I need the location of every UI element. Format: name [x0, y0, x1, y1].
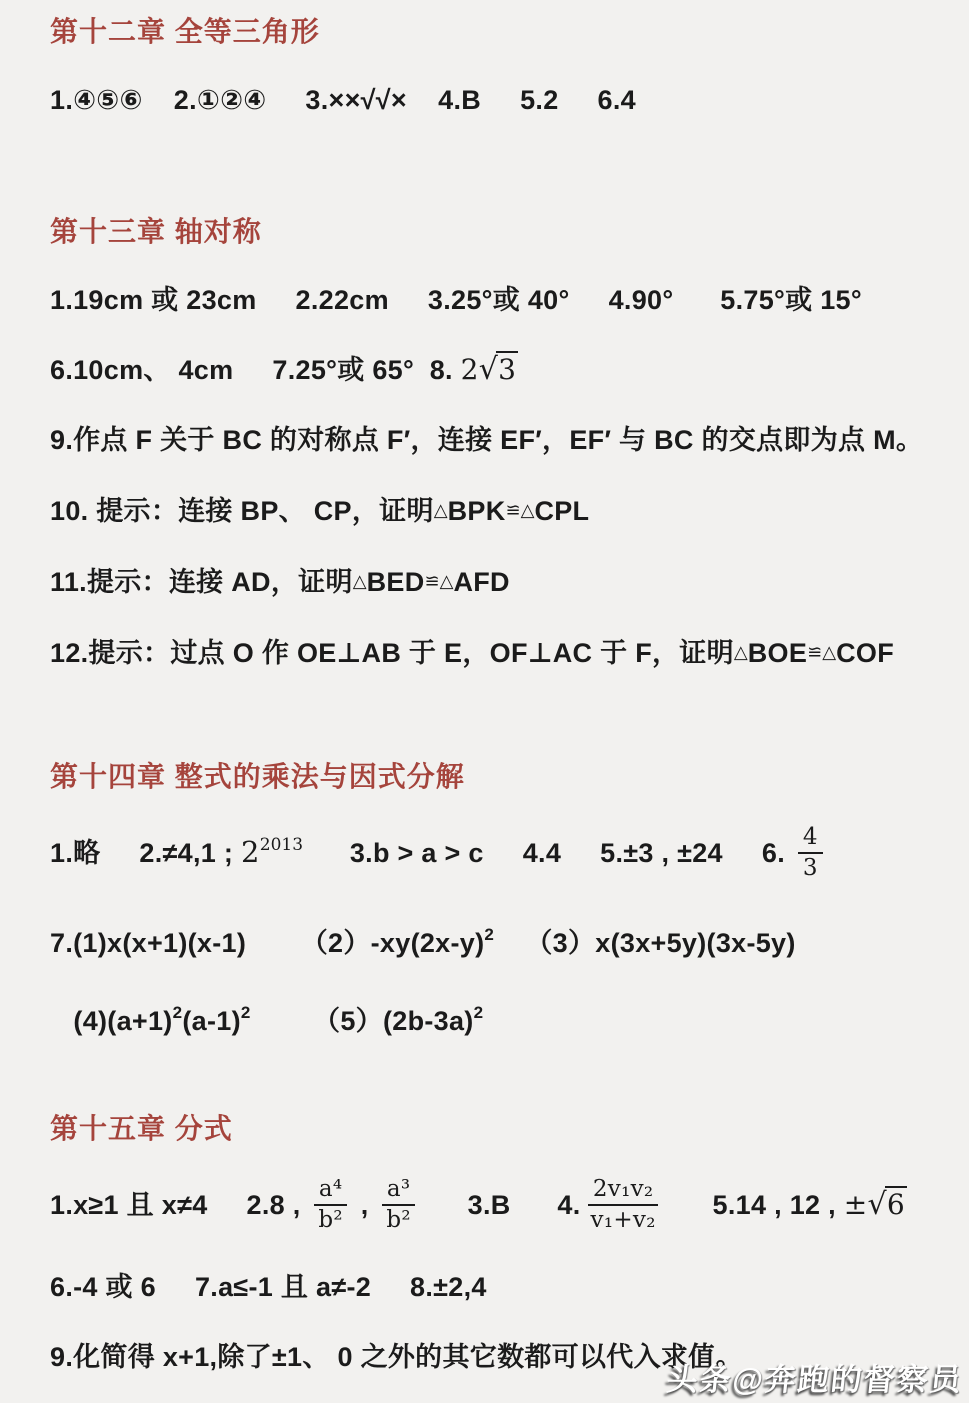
text-run: BOE: [747, 638, 808, 668]
answer-line: [50, 421, 939, 459]
text-run: 1.略 2.≠4,1 ;: [50, 838, 241, 869]
text-run: BED: [366, 567, 425, 597]
chapter-heading: 第十五章 分式: [50, 1112, 233, 1144]
watermark: 头条@奔跑的督察员: [664, 1362, 965, 1397]
answer-line: [50, 1268, 939, 1306]
answer-line: [50, 562, 939, 601]
chapters-container: [50, 15, 939, 1376]
text-run: 1.19cm 或 23cm 2.22cm 3.25°或 40° 4.90° 5.75°或 15°: [50, 285, 862, 315]
math-symbol: △: [733, 642, 748, 662]
radical-sign-icon: √: [478, 352, 499, 387]
math-text: 2: [241, 835, 260, 870]
text-run: BPK: [447, 496, 506, 526]
math-symbol: △: [352, 571, 367, 591]
math-symbol: ≌△: [505, 500, 535, 520]
fraction-denominator: b²: [318, 1207, 343, 1234]
answer-line: [50, 633, 939, 672]
superscript: 2: [172, 1002, 183, 1022]
chapter-section: [50, 215, 939, 672]
text-run: CPL: [534, 496, 590, 526]
fraction-numerator: 2v₁v₂: [588, 1176, 659, 1206]
superscript: 2: [473, 1002, 484, 1022]
text-run: 1.④⑤⑥ 2.①②④ 3.××√√× 4.B 5.2 6.4: [50, 85, 636, 115]
fraction-denominator: b²: [386, 1207, 411, 1234]
chapter-section: [50, 760, 939, 1040]
radicand: 6: [886, 1187, 906, 1221]
text-run: 11.提示：连接 AD，证明: [50, 567, 353, 597]
answer-line: [50, 281, 939, 319]
text-run: (a-1): [182, 1005, 241, 1036]
math-symbol: ≌△: [807, 642, 837, 662]
chapter-heading: 第十二章 全等三角形: [50, 16, 320, 47]
text-run: （5）(2b-3a): [250, 1005, 474, 1036]
superscript: 2: [240, 1002, 251, 1022]
fraction-numerator: a³: [382, 1176, 416, 1206]
math-symbol: ≌△: [424, 571, 454, 591]
answer-line: [50, 1175, 939, 1236]
answer-line: [50, 826, 939, 884]
answer-line: [50, 81, 939, 119]
text-run: 7.(1)x(x+1)(x-1) （2）-xy(2x-y): [50, 927, 485, 958]
chapter-heading: 第十三章 轴对称: [50, 216, 262, 247]
math-symbol: △: [433, 500, 448, 520]
chapter-section: [50, 1112, 939, 1376]
fraction-denominator: 3: [802, 855, 818, 882]
fraction: [798, 824, 823, 882]
superscript: 2: [484, 924, 495, 944]
text-run: 6.10cm、 4cm 7.25°或 65° 8.: [50, 355, 461, 385]
fraction-numerator: 4: [798, 824, 823, 854]
text-run: 3.B 4.: [420, 1189, 581, 1220]
text-run: 12.提示：过点 O 作 OE⊥AB 于 E，OF⊥AC 于 F，证明: [50, 638, 734, 668]
chapter-section: [50, 15, 939, 119]
text-run: 5.14 , 12 ,: [665, 1189, 844, 1220]
answer-line: [50, 994, 939, 1040]
text-run: COF: [836, 638, 895, 668]
fraction: [313, 1176, 348, 1234]
superscript: 2013: [259, 835, 304, 856]
square-root: [844, 1188, 907, 1221]
text-run: 9.作点 F 关于 BC 的对称点 F′，连接 EF′，EF′ 与 BC 的交点即为点 M。: [50, 425, 924, 455]
sqrt-coefficient: ±: [843, 1187, 868, 1221]
answer-line: [50, 491, 939, 530]
text-run: AFD: [453, 567, 510, 597]
radicand: 3: [498, 353, 517, 386]
square-root: [461, 353, 519, 386]
fraction-numerator: a⁴: [314, 1176, 348, 1206]
sqrt-coefficient: 2: [460, 353, 479, 386]
chapter-heading: 第十四章 整式的乘法与因式分解: [50, 761, 465, 792]
text-run: 3.b > a > c 4.4 5.±3 , ±24 6.: [303, 838, 793, 869]
text-run: ,: [352, 1189, 377, 1220]
text-run: 1.x≥1 且 x≠4 2.8 ,: [50, 1189, 309, 1220]
text-run: (4)(a+1): [50, 1005, 173, 1036]
answer-line: [50, 916, 939, 962]
fraction: [381, 1176, 416, 1234]
text-run: 9.化简得 x+1,除了±1、 0 之外的其它数都可以代入求值。: [50, 1341, 743, 1372]
text-run: 6.-4 或 6 7.a≤-1 且 a≠-2 8.±2,4: [50, 1271, 487, 1302]
fraction: [586, 1176, 661, 1234]
radical-sign-icon: √: [867, 1186, 887, 1222]
answer-line: [50, 351, 939, 389]
fraction-denominator: v₁+v₂: [590, 1207, 656, 1234]
text-run: 10. 提示：连接 BP、 CP，证明: [50, 496, 434, 526]
text-run: （3）x(3x+5y)(3x-5y): [494, 927, 796, 958]
